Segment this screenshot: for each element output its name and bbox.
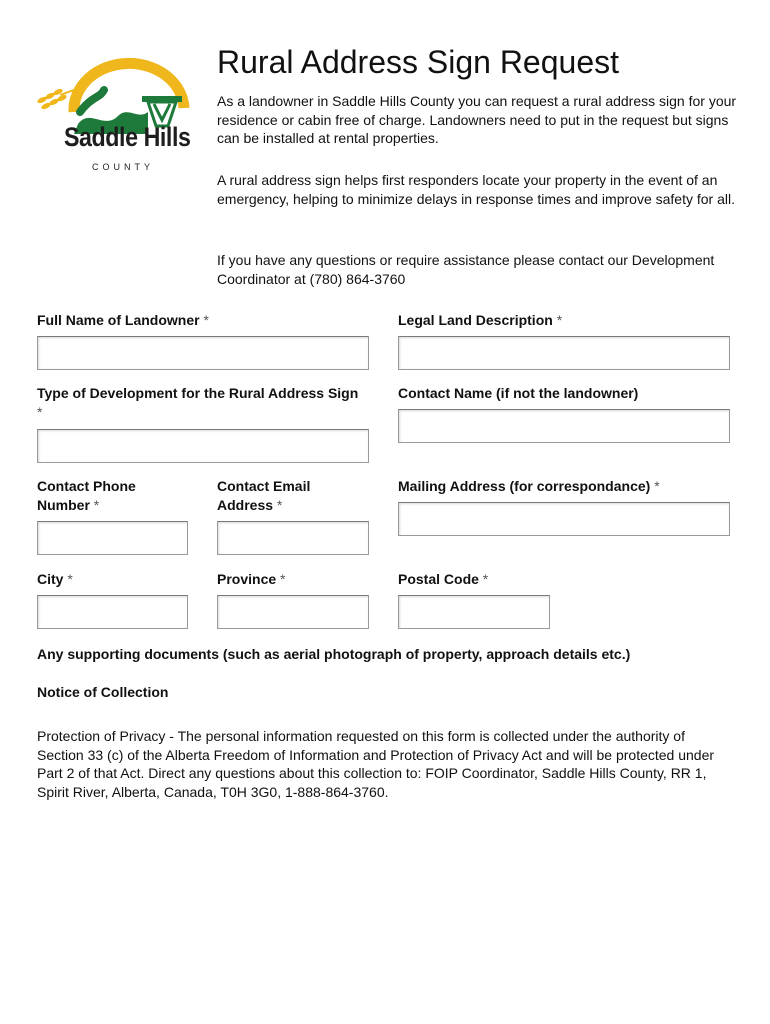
province-input[interactable] bbox=[217, 595, 369, 629]
required-marker: * bbox=[654, 478, 660, 494]
legal-land-label: Legal Land Description * bbox=[398, 312, 563, 328]
required-marker: * bbox=[276, 497, 283, 513]
contact-phone-label: Contact Phone Number * bbox=[37, 478, 136, 513]
mailing-address-input[interactable] bbox=[398, 502, 730, 536]
required-marker: * bbox=[556, 312, 563, 328]
required-marker: * bbox=[93, 497, 100, 513]
development-type-label: Type of Development for the Rural Address Sign * bbox=[37, 385, 359, 420]
required-marker: * bbox=[280, 571, 286, 587]
logo-wordmark: Saddle Hills bbox=[64, 122, 191, 152]
required-marker: * bbox=[37, 404, 43, 420]
intro-paragraph: As a landowner in Saddle Hills County you can request a rural address sign for your residence or cabin free of charge. Landowners need to put in the request but signs can be installed at rental properties. bbox=[217, 93, 737, 146]
province-label: Province * bbox=[217, 571, 286, 587]
logo-river bbox=[80, 90, 104, 112]
development-type-input[interactable] bbox=[37, 429, 369, 463]
full-name-input[interactable] bbox=[37, 336, 369, 370]
city-label: City * bbox=[37, 571, 73, 587]
supporting-documents-heading: Any supporting documents (such as aerial photograph of property, approach details etc.) bbox=[37, 646, 631, 662]
purpose-paragraph: A rural address sign helps first responders locate your property in the event of an emergency, helping to minimize delays in response times and improve safety for all. bbox=[217, 172, 735, 207]
contact-name-input[interactable] bbox=[398, 409, 730, 443]
postal-code-input[interactable] bbox=[398, 595, 550, 629]
contact-paragraph: If you have any questions or require assistance please contact our Development Coordinator at (780) 864-3760 bbox=[217, 252, 715, 287]
saddle-hills-logo-icon bbox=[34, 38, 196, 178]
mailing-address-label: Mailing Address (for correspondance) * bbox=[398, 478, 660, 494]
privacy-notice: Protection of Privacy - The personal information requested on this form is collected under the authority of Section 33 (c) of the Alberta Freedom of Information and Protection of Privacy Act and will be protected under Part 2 of that Act. Direct any questions about this collection to: FOIP Coordinator, Saddle Hills County, RR 1, Spirit River, Alberta, Canada, T0H 3G0, 1-888-864-3760. bbox=[37, 728, 715, 800]
required-marker: * bbox=[67, 571, 73, 587]
contact-name-label: Contact Name (if not the landowner) bbox=[398, 385, 639, 401]
page-title: Rural Address Sign Request bbox=[217, 44, 619, 80]
contact-phone-input[interactable] bbox=[37, 521, 188, 555]
required-marker: * bbox=[203, 312, 209, 328]
city-input[interactable] bbox=[37, 595, 188, 629]
contact-email-input[interactable] bbox=[217, 521, 369, 555]
full-name-label: Full Name of Landowner * bbox=[37, 312, 209, 328]
logo-subtitle: COUNTY bbox=[92, 162, 154, 172]
postal-code-label: Postal Code * bbox=[398, 571, 489, 587]
required-marker: * bbox=[482, 571, 489, 587]
notice-of-collection-heading: Notice of Collection bbox=[37, 684, 169, 700]
legal-land-input[interactable] bbox=[398, 336, 730, 370]
contact-email-label: Contact Email Address * bbox=[217, 478, 311, 513]
